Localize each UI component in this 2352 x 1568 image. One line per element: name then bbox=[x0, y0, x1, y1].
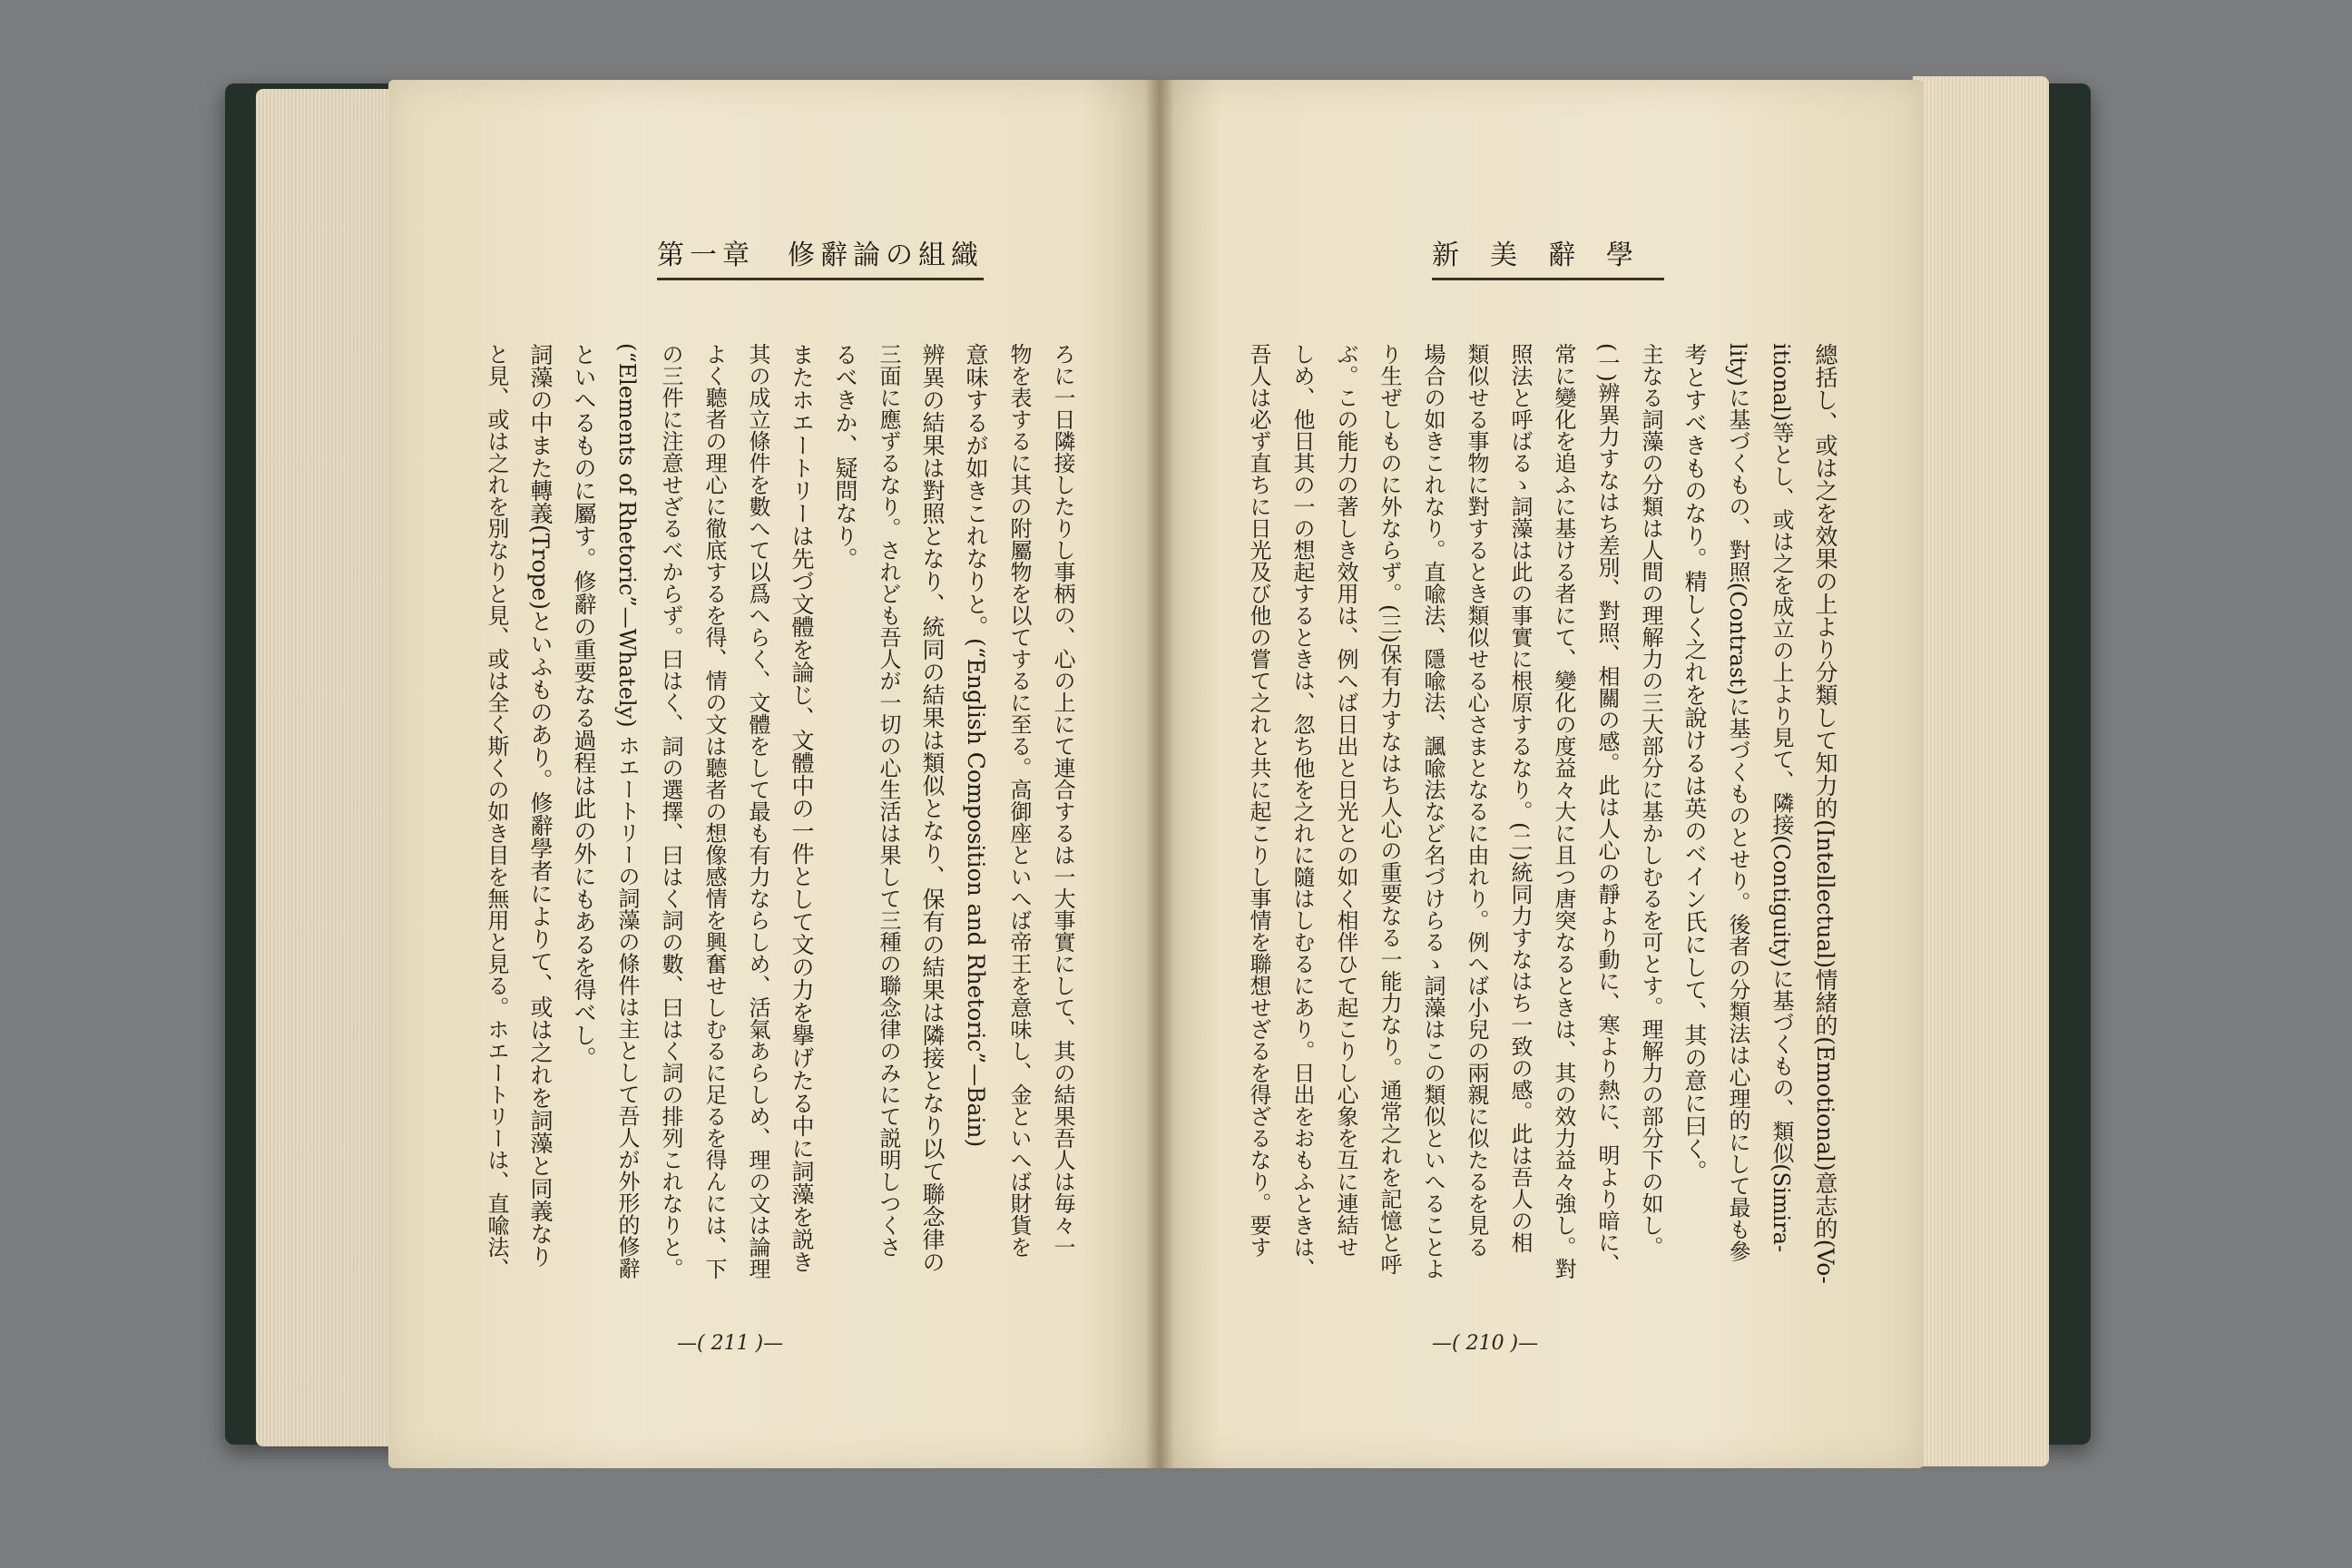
text-line: 總括し、或は之を效果の上より分類して知力的(Intellectual)情緒的(Emotional)意志的(Vo- bbox=[1812, 343, 1838, 1284]
right-page bbox=[1160, 80, 1924, 1468]
text-line: 常に變化を追ふに基ける者にて、變化の度益々大に且つ唐突なるときは、其の效力益々強し。對 bbox=[1551, 343, 1576, 1279]
text-line: 物を表するに其の附屬物を以てするに至る。高御座といへば帝王を意味し、金といへば財貨を bbox=[1006, 343, 1032, 1258]
text-line: itional)等とし、或は之を成立の上より見て、隣接(Contiguity)に基づくもの、類似(Simira- bbox=[1769, 343, 1794, 1253]
text-line: 三面に應ずるなり。されども吾人が一切の心生活は果して三種の聯念律のみにて説明しつくさ bbox=[876, 343, 901, 1258]
left-page bbox=[388, 80, 1160, 1468]
text-line: 照法と呼ばるゝ詞藻は此の事實に根原するなり。(二)統同力すなはち一致の感。此は吾人の相 bbox=[1507, 343, 1533, 1253]
text-line: 主なる詞藻の分類は人間の理解力の三大部分に基かしむるを可とす。理解力の部分下の如し。 bbox=[1638, 343, 1663, 1258]
text-line: 考とすべきものなり。精しく之れを說けるは英のベイン氏にして、其の意に曰く。 bbox=[1681, 343, 1708, 1182]
text-line: り生ぜしものに外ならず。(三)保有力すなはち人心の重要なる一能力なり。通常之れを記憶と呼 bbox=[1377, 343, 1402, 1275]
text-line: 吾人は必ず直ちに日光及び他の嘗て之れと共に起こりし事情を聯想せざるを得ざるなり。要す bbox=[1246, 343, 1271, 1258]
right-page-number: —( 210 )— bbox=[1432, 1332, 1539, 1355]
text-line: ろに一日隣接したりし事柄の、心の上にて連合するは一大事實にして、其の結果吾人は毎々一 bbox=[1050, 343, 1075, 1258]
text-line: といへるものに屬す。修辭の重要なる過程は此の外にもあるを得べし。 bbox=[571, 343, 597, 1069]
page-edges-left bbox=[256, 89, 392, 1446]
text-line: 辨異の結果は對照となり、統同の結果は類似となり、保有の結果は隣接となり以て聯念律の bbox=[919, 343, 946, 1273]
text-line: ぶ。この能力の著しき效用は、例へば日出と日光との如く相伴ひて起こりし心象を互に連結せ bbox=[1333, 343, 1358, 1258]
text-line: 場合の如きこれなり。直喩法、隱喩法、諷喩法など名づけらるゝ詞藻はこの類似といへることよ bbox=[1420, 343, 1446, 1279]
text-line: 意味するが如きこれなりと。(“English Composition and Rhetoric”—Bain) bbox=[963, 343, 989, 1148]
left-page-number: —( 211 )— bbox=[677, 1332, 784, 1355]
text-line: (“Elements of Rhetoric”—Whately) ホエートリーの詞藻の條件は主として吾人が外形的修辭 bbox=[614, 343, 640, 1279]
text-line: しめ、他日其の一の想起するときは、忽ち他を之れに隨はしむるにあり。日出をおもふときは、 bbox=[1289, 343, 1315, 1279]
text-line: よく聽者の理心に徹底するを得、情の文は聽者の想像感情を興奮せしむるに足るを得んには、下 bbox=[701, 343, 727, 1279]
page-edges-right bbox=[1913, 76, 2049, 1466]
text-line: 其の成立條件を數へて以爲へらく、文體をして最も有力ならしめ、活氣あらしめ、理の文は論理 bbox=[745, 343, 770, 1279]
text-line: (一)辨異力すなはち差別、對照、相關の感。此は人心の靜より動に、寒より熱に、明より暗に、 bbox=[1594, 343, 1620, 1275]
text-line: と見、或は之れを別なりと見、或は全く斯くの如き目を無用と見る。ホエートリーは、直喩法、 bbox=[484, 343, 509, 1279]
right-page-header: 新美辭學 bbox=[1432, 232, 1664, 280]
text-line: 詞藻の中また轉義(Trope)といふものあり。修辭學者によりて、或は之れを詞藻と同義なり bbox=[527, 343, 554, 1268]
text-line: の三件に注意せざるべからず。曰はく、詞の選擇、曰はく詞の數、曰はく詞の排列これなりと。 bbox=[658, 343, 683, 1279]
text-line: lity)に基づくもの、對照(Contrast)に基づくものとせり。後者の分類法は心理的にして最も參 bbox=[1725, 343, 1750, 1262]
text-line: またホエートリーは先づ文體を論じ、文體中の一件として文の力を擧げたる中に詞藻を説き bbox=[789, 343, 815, 1273]
left-page-header: 第一章 修辭論の組織 bbox=[657, 232, 984, 280]
book-gutter bbox=[1145, 80, 1174, 1468]
text-line: 類似せる事物に對するとき類似せる心さまとなるに由れり。例へば小兒の兩親に似たるを見る bbox=[1464, 343, 1489, 1258]
text-line: るべきか、疑問なり。 bbox=[832, 343, 858, 570]
